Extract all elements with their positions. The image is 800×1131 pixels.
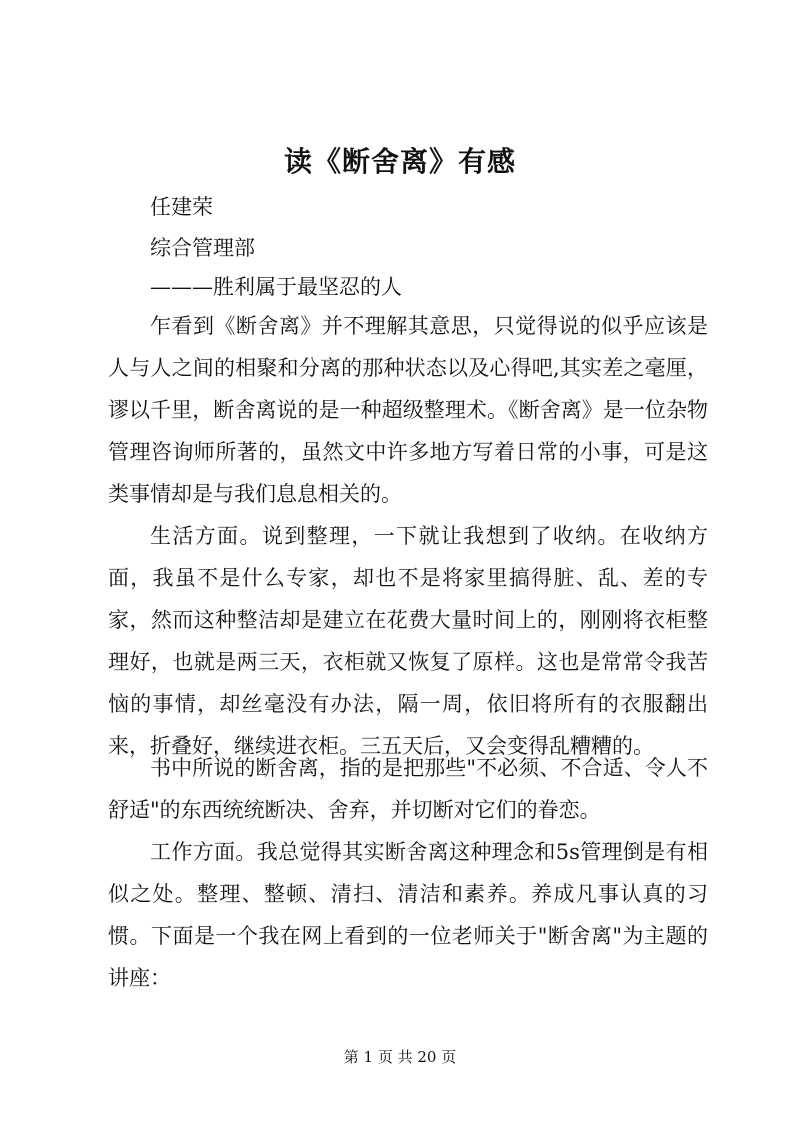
paragraph-intro: 乍看到《断舍离》并不理解其意思，只觉得说的似乎应该是人与人之间的相聚和分离的那种状态以及心得吧,其实差之毫厘，谬以千里，断舍离说的是一种超级整理术。《断舍离》是一位杂物管理咨询师所著的，虽然文中许多地方写着日常的小事，可是这类事情却是与我们息息相关的。	[108, 314, 708, 506]
paragraph-life: 生活方面。说到整理，一下就让我想到了收纳。在收纳方面，我虽不是什么专家，却也不是将家里搞得脏、乱、差的专家，然而这种整洁却是建立在花费大量时间上的，刚刚将衣柜整理好，也就是两三天，衣柜就又恢复了原样。这也是常常令我苦恼的事情，却丝毫没有办法，隔一周，依旧将所有的衣服翻出来，折叠好，继续进衣柜。三五天后，又会变得乱糟糟的。	[108, 524, 708, 758]
author-name: 任建荣	[150, 195, 213, 219]
paragraph-definition: 书中所说的断舍离，指的是把那些"不必须、不合适、令人不舒适"的东西统统断决、舍弃，并切断对它们的眷恋。	[108, 756, 708, 822]
paragraph-work: 工作方面。我总觉得其实断舍离这种理念和5s管理倒是有相似之处。整理、整顿、清扫、清洁和素养。养成凡事认真的习惯。下面是一个我在网上看到的一位老师关于"断舍离"为主题的讲座：	[108, 840, 708, 990]
page-number-footer: 第 1 页 共 20 页	[343, 1048, 457, 1066]
subtitle: ———胜利属于最坚忍的人	[150, 275, 402, 299]
document-title: 读《断舍离》有感	[283, 145, 516, 178]
department-name: 综合管理部	[150, 236, 255, 260]
